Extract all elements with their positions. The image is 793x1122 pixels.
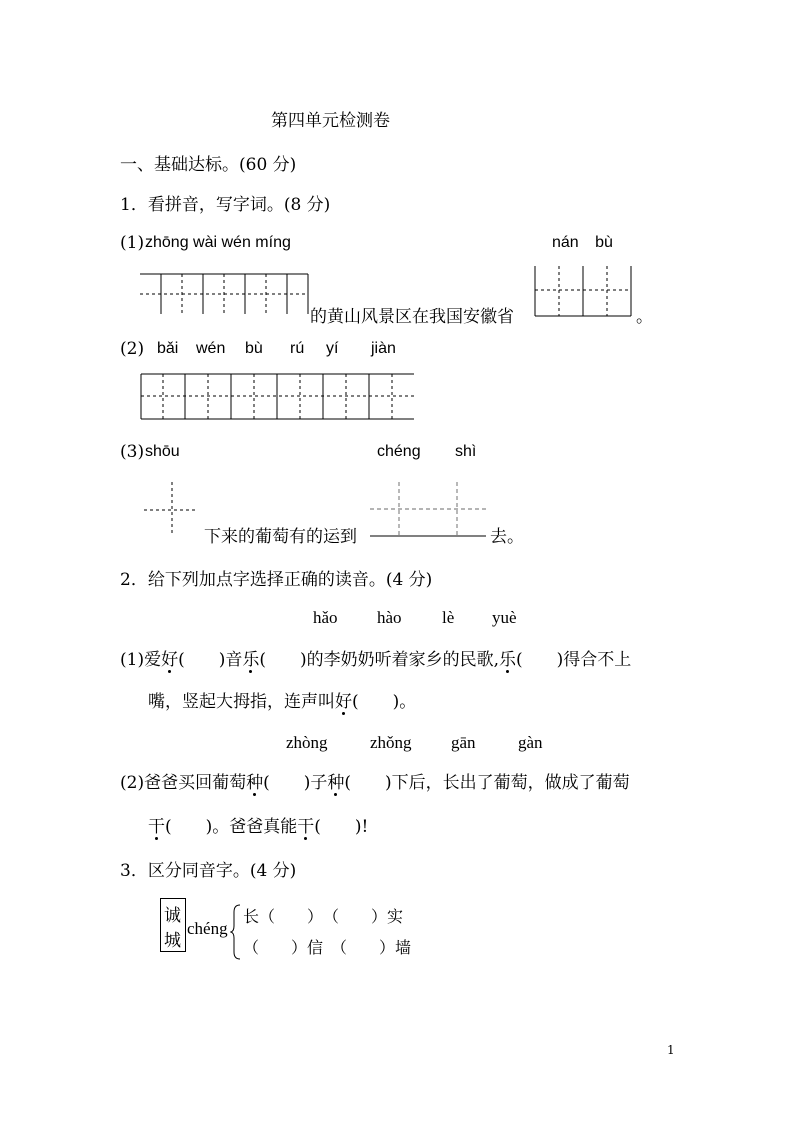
dotted-char: 好 xyxy=(335,692,352,712)
q1-part2-pinyin-2: wén xyxy=(196,340,226,357)
section-heading: 一、基础达标。(60 分) xyxy=(120,155,297,175)
q1-part3-pinyin-a: shōu xyxy=(145,443,180,460)
q1-part2-pinyin-5: yí xyxy=(326,340,339,357)
q1-part2-pinyin-4: rú xyxy=(290,340,305,357)
char-1: 诚 xyxy=(164,906,181,926)
q1-part1-pinyin-a: zhōng wài wén míng xyxy=(145,234,291,251)
q1-part3-label: (3) xyxy=(120,442,145,462)
q3-row-1: 长（ ） （ ）实 xyxy=(243,907,404,926)
q1-part2-pinyin-3: bù xyxy=(245,340,263,357)
q3-pinyin: chéng xyxy=(187,919,228,938)
q3-row-2: （ ）信 （ ）墙 xyxy=(243,938,412,957)
q1-part1-text-a: 的黄山风景区在我国安徽省 xyxy=(310,307,514,327)
question-2-heading: 2．给下列加点字选择正确的读音。(4 分) xyxy=(120,570,433,590)
writing-grid-p3b[interactable] xyxy=(368,480,488,540)
q2-sentence-1-line-2: 嘴，竖起大拇指，连声叫好( )。 xyxy=(148,692,417,712)
dotted-char: 干 xyxy=(148,817,165,837)
q1-part1-text-b: 。 xyxy=(636,307,653,327)
q2-option-8: gàn xyxy=(518,733,543,752)
q2-sentence-2-line-2: 干( )。爸爸真能干( )! xyxy=(148,817,369,837)
dotted-char: 乐 xyxy=(499,650,517,670)
char-2: 城 xyxy=(164,931,181,951)
q2-option-5: zhòng xyxy=(286,733,328,752)
q2-option-6: zhǒng xyxy=(370,733,412,752)
dotted-char: 干 xyxy=(297,817,315,837)
q2-option-3: lè xyxy=(442,608,455,627)
page-title: 第四单元检测卷 xyxy=(271,111,390,131)
q1-part3-text-b: 去。 xyxy=(490,527,524,547)
writing-grid-p1a[interactable] xyxy=(140,270,312,318)
q1-part3-text-a: 下来的葡萄有的运到 xyxy=(204,527,357,547)
dotted-char: 乐 xyxy=(242,650,260,670)
q2-sentence-1-line-1: (1)爱好( )音乐( )的李奶奶听着家乡的民歌,乐( )得合不上 xyxy=(120,650,632,670)
q2-option-1: hǎo xyxy=(313,608,338,627)
q2-option-2: hào xyxy=(377,608,402,627)
q1-part1-label: (1) xyxy=(120,233,145,253)
dotted-char: 种 xyxy=(327,773,345,793)
dotted-char: 好 xyxy=(161,650,179,670)
dotted-char: 种 xyxy=(246,773,264,793)
q2-option-4: yuè xyxy=(492,608,517,627)
q2-option-7: gān xyxy=(451,733,476,752)
question-3-heading: 3．区分同音字。(4 分) xyxy=(120,861,297,881)
q1-part2-pinyin-1: bǎi xyxy=(157,340,179,357)
question-1-heading: 1．看拼音，写字词。(8 分) xyxy=(120,195,331,215)
writing-grid-p3a[interactable] xyxy=(142,480,200,538)
left-brace-icon xyxy=(230,904,242,960)
q2-sentence-2-line-1: (2)爸爸买回葡萄种( )子种( )下后，长出了葡萄，做成了葡萄 xyxy=(120,773,630,793)
q1-part1-pinyin-b: nán bù xyxy=(552,234,613,251)
q1-part2-label: (2) xyxy=(120,339,145,359)
writing-grid-p2[interactable] xyxy=(140,373,416,421)
q1-part2-pinyin-6: jiàn xyxy=(371,340,396,357)
writing-grid-p1b[interactable] xyxy=(534,266,636,318)
q1-part3-pinyin-b: chéng xyxy=(377,443,421,460)
page-number: 1 xyxy=(667,1043,675,1057)
q1-part3-pinyin-c: shì xyxy=(455,443,477,460)
